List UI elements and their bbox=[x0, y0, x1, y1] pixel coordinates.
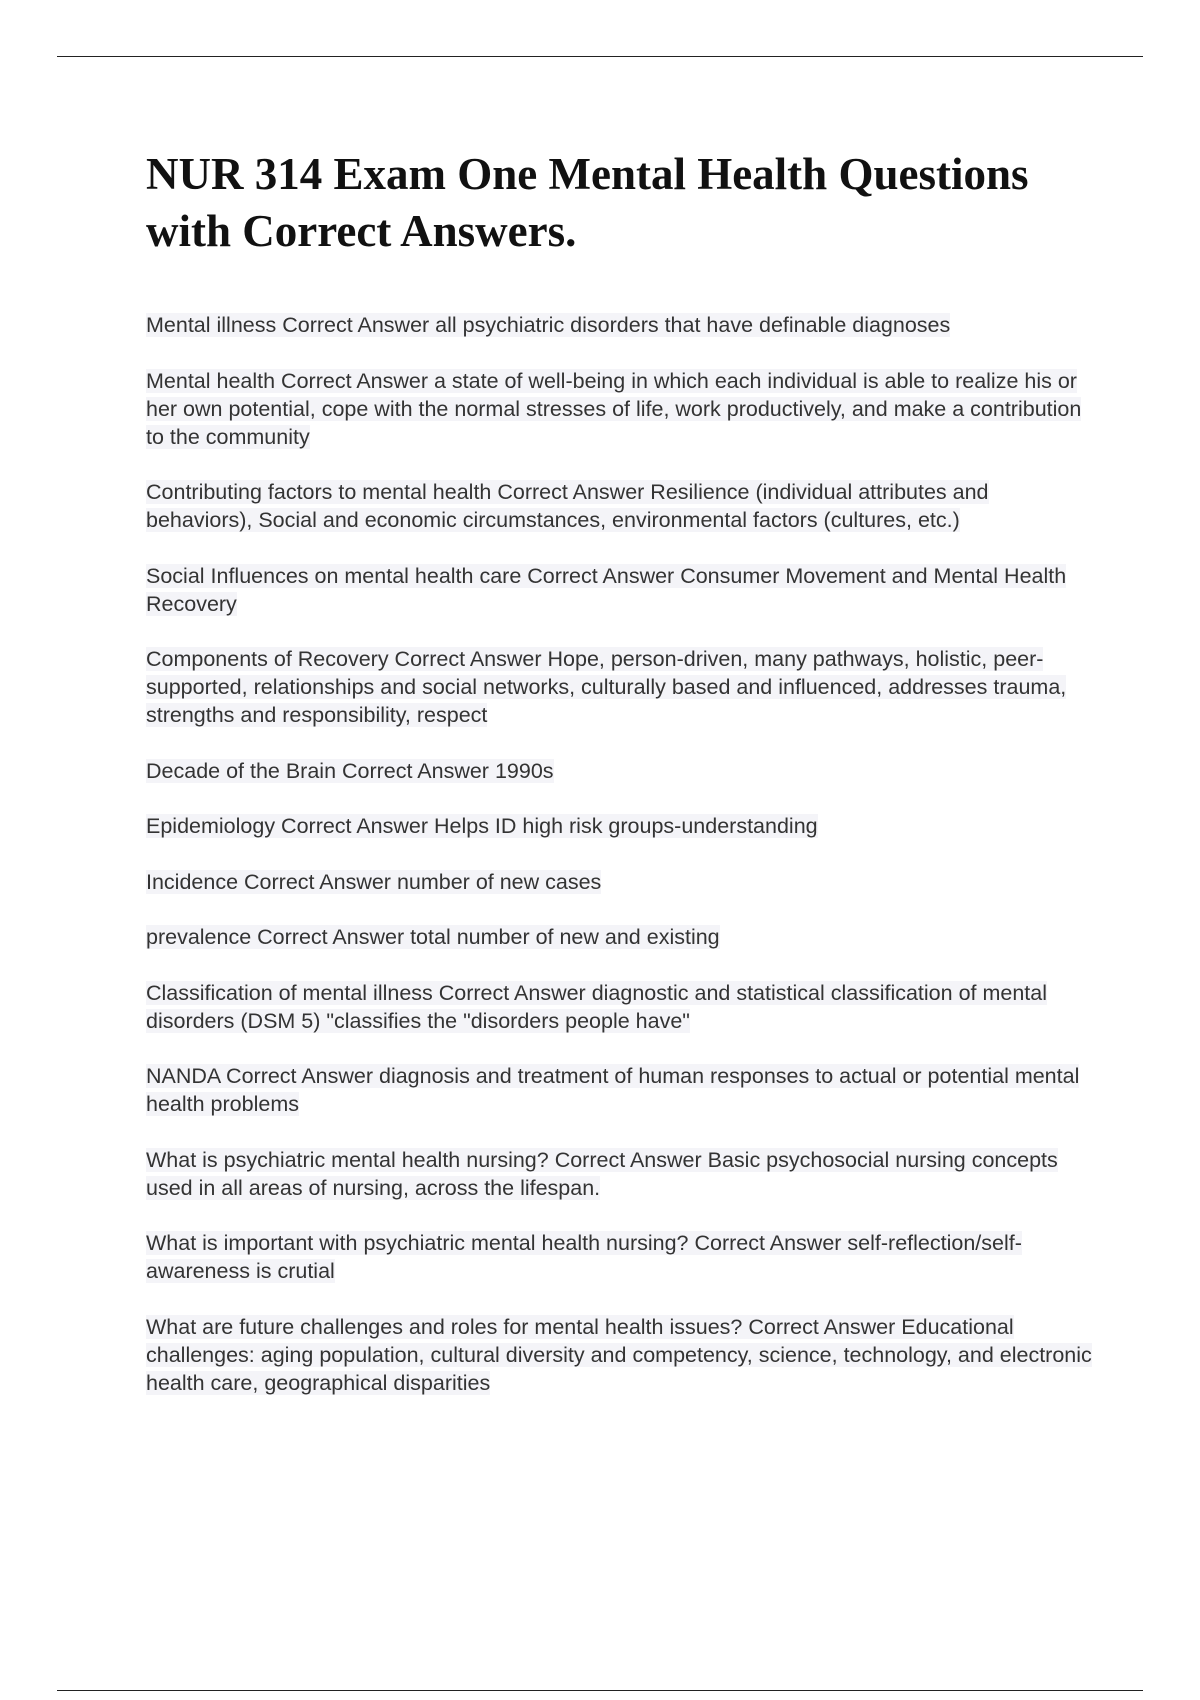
qa-item bbox=[146, 1146, 1096, 1202]
qa-item bbox=[146, 923, 1096, 951]
qa-text: Components of Recovery Correct Answer Hope, person-driven, many pathways, holistic, peer-supported, relationships and social networks, culturally based and influenced, addresses trauma, strengths and responsibility, respect bbox=[146, 647, 1067, 727]
qa-text: NANDA Correct Answer diagnosis and treatment of human responses to actual or potential mental health problems bbox=[146, 1064, 1080, 1116]
qa-item bbox=[146, 1229, 1096, 1285]
qa-text: prevalence Correct Answer total number of new and existing bbox=[146, 925, 720, 949]
qa-text: Mental illness Correct Answer all psychiatric disorders that have definable diagnoses bbox=[146, 313, 951, 337]
qa-item bbox=[146, 311, 1096, 339]
qa-text: Classification of mental illness Correct Answer diagnostic and statistical classification of mental disorders (DSM 5) "classifies the "disorders people have" bbox=[146, 980, 1048, 1033]
qa-item bbox=[146, 562, 1096, 618]
qa-text: What is psychiatric mental health nursing? Correct Answer Basic psychosocial nursing concepts used in all areas of nursing, across the lifespan. bbox=[146, 1147, 1058, 1200]
qa-item bbox=[146, 812, 1096, 840]
page-title: NUR 314 Exam One Mental Health Questions with Correct Answers. bbox=[146, 149, 1029, 256]
footer-divider bbox=[57, 1690, 1143, 1691]
qa-text: Decade of the Brain Correct Answer 1990s bbox=[146, 758, 554, 783]
qa-text: What are future challenges and roles for mental health issues? Correct Answer Educational challenges: aging population, cultural diversity and competency, science, technology, and electronic health care, geographical disparities bbox=[146, 1314, 1092, 1395]
qa-text: Mental health Correct Answer a state of well-being in which each individual is able to realize his or her own potential, cope with the normal stresses of life, work productively, and make a contribution to the community bbox=[146, 368, 1082, 449]
qa-item bbox=[146, 645, 1096, 729]
qa-text: Social Influences on mental health care Correct Answer Consumer Movement and Mental Health Recovery bbox=[146, 563, 1067, 616]
qa-text: Incidence Correct Answer number of new cases bbox=[146, 869, 602, 894]
qa-item bbox=[146, 1313, 1096, 1397]
qa-list bbox=[146, 311, 1096, 1424]
qa-item bbox=[146, 979, 1096, 1035]
qa-item bbox=[146, 478, 1096, 534]
qa-item bbox=[146, 1062, 1096, 1118]
header-divider bbox=[57, 56, 1143, 57]
qa-text: Contributing factors to mental health Correct Answer Resilience (individual attributes and behaviors), Social and economic circumstances, environmental factors (cultures, etc.) bbox=[146, 480, 989, 532]
qa-item bbox=[146, 868, 1096, 896]
qa-text: What is important with psychiatric mental health nursing? Correct Answer self-reflection/self-awareness is crutial bbox=[146, 1231, 1022, 1283]
qa-text: Epidemiology Correct Answer Helps ID high risk groups-understanding bbox=[146, 814, 818, 838]
qa-item bbox=[146, 757, 1096, 785]
qa-item bbox=[146, 367, 1096, 451]
